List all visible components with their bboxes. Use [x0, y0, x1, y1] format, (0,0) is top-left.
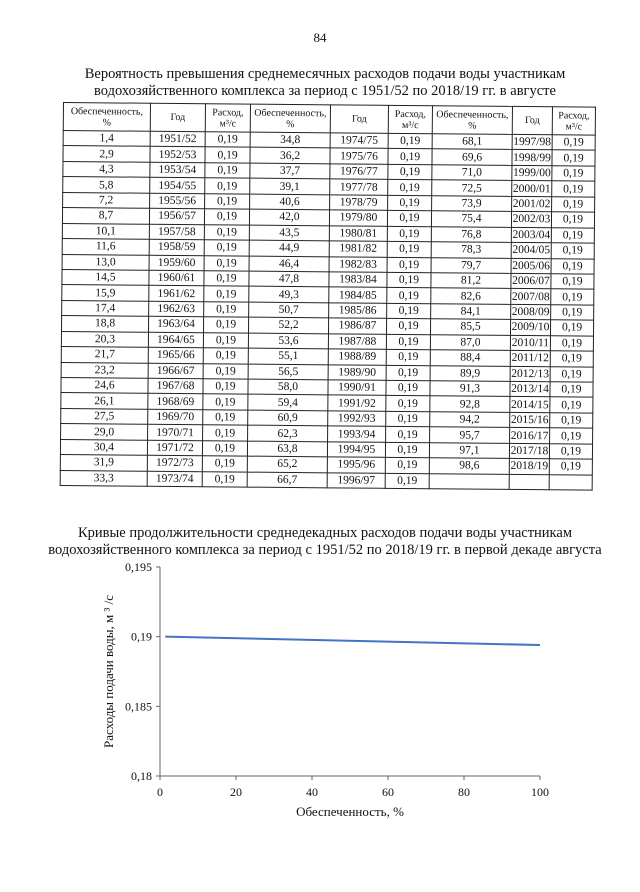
table-cell: 0,19: [386, 380, 430, 396]
table-cell: 0,19: [550, 320, 593, 336]
table-cell: 1958/59: [149, 239, 204, 255]
x-axis-label: Обеспеченность, %: [296, 804, 404, 819]
table-cell: 0,19: [205, 163, 250, 179]
table-cell: 0,19: [203, 348, 248, 364]
table-cell: 0,19: [387, 257, 431, 273]
table-cell: 2001/02: [512, 197, 551, 211]
table-cell: 0,19: [551, 289, 594, 305]
table-cell: 0,19: [387, 303, 431, 319]
table-cell: 0,19: [386, 349, 430, 365]
table-cell: 0,19: [388, 195, 432, 211]
table-cell: 0,19: [203, 410, 248, 426]
table-cell: 0,19: [204, 240, 249, 256]
table-cell: 91,3: [430, 381, 510, 397]
table-cell: 1978/79: [330, 195, 388, 211]
table-cell: 1963/64: [148, 317, 203, 333]
table-cell: 1957/58: [149, 224, 204, 240]
table-cell: 0,19: [387, 272, 431, 288]
table-cell: 0,19: [549, 459, 592, 475]
table-cell: 39,1: [250, 178, 330, 194]
column-header-line2: %: [468, 120, 477, 132]
table-cell: 66,7: [247, 472, 327, 488]
table-cell: 1997/98: [513, 136, 552, 149]
table-cell: 60,9: [248, 410, 328, 426]
table-cell: 0,19: [551, 258, 594, 274]
table-cell: 1981/82: [329, 241, 387, 257]
x-tick-label: 80: [458, 785, 470, 799]
table-cell: 0,19: [203, 363, 248, 379]
table-cell: 0,19: [552, 197, 595, 213]
table-cell: 73,9: [432, 195, 512, 211]
table-cell: 0,19: [550, 366, 593, 382]
table-cell: 1986/87: [328, 318, 386, 334]
table-cell: 81,2: [431, 273, 511, 289]
table-cell: 92,8: [430, 396, 510, 412]
table-cell: 0,19: [204, 271, 249, 287]
table-cell: 0,19: [204, 286, 249, 302]
table-cell: 0,19: [203, 425, 248, 441]
table-cell: 0,19: [386, 411, 430, 427]
table-cell: 0,19: [386, 427, 430, 443]
column-header-line1: Расход,: [558, 109, 590, 122]
table-cell: 1973/74: [147, 471, 202, 487]
table-cell: 85,5: [430, 319, 510, 335]
column-header-line1: Год: [524, 115, 540, 127]
table-cell: 40,6: [250, 194, 330, 210]
table-cell: 82,6: [431, 288, 511, 304]
table-cell: 1994/95: [327, 442, 385, 458]
table-cell: 1999/00: [512, 167, 551, 180]
table-cell: 55,1: [248, 348, 328, 364]
table-cell: 0,19: [204, 224, 249, 240]
column-header-line1: Обеспеченность,: [436, 108, 509, 121]
table-cell: 1982/83: [329, 256, 387, 272]
table-cell: 44,9: [249, 240, 329, 256]
column-header-line1: Год: [170, 111, 186, 124]
table-cell: 0,19: [387, 211, 431, 227]
column-header-line2: м³/с: [401, 119, 419, 131]
table-cell: 0,19: [385, 458, 429, 474]
table-cell: 36,2: [250, 148, 330, 164]
table-cell: 29,0: [61, 424, 148, 440]
table-cell: 0,19: [550, 428, 593, 444]
table-cell: 0,19: [386, 319, 430, 335]
table-cell: 1968/69: [148, 394, 203, 410]
table-cell: 0,19: [552, 150, 595, 166]
x-tick-label: 100: [531, 785, 549, 799]
table-cell: 33,3: [60, 470, 147, 486]
table-cell: 1975/76: [330, 148, 388, 164]
table-cell: 0,19: [551, 274, 594, 290]
table-cell: 1987/88: [328, 334, 386, 350]
table-cell: 62,3: [248, 425, 328, 441]
table-cell: 0,19: [203, 394, 248, 410]
table-cell: 1976/77: [330, 164, 388, 180]
table-cell: 1979/80: [329, 210, 387, 226]
table-cell: 1952/53: [150, 147, 205, 163]
column-header-line1: Расход,: [394, 108, 427, 120]
table-cell: 17,4: [62, 300, 149, 316]
table-cell: 0,19: [203, 332, 248, 348]
table-cell: 0,19: [387, 241, 431, 257]
table-cell: 53,6: [248, 333, 328, 349]
column-header-line2: %: [286, 118, 295, 130]
table-cell: 0,19: [203, 379, 248, 395]
table-cell: 0,19: [386, 396, 430, 412]
table-cell: 26,1: [61, 393, 148, 409]
table-cell: 24,6: [61, 377, 148, 393]
table-cell: 2014/15: [510, 398, 549, 411]
table-cell: 20,3: [61, 331, 148, 347]
table-cell: 78,3: [431, 242, 511, 258]
table-cell: 75,4: [431, 211, 511, 227]
table-cell: 97,1: [429, 442, 509, 458]
table-cell: 1970/71: [148, 425, 203, 441]
table-cell: 56,5: [248, 364, 328, 380]
table-cell: 23,2: [61, 362, 148, 378]
table-cell: 2017/18: [510, 444, 549, 458]
table-cell: 0,19: [552, 135, 595, 151]
table-cell: 0,19: [550, 382, 593, 398]
table-cell: 4,3: [63, 161, 150, 177]
table-cell: 1988/89: [328, 349, 386, 365]
table-cell: 2015/16: [510, 414, 549, 427]
table-cell: 1991/92: [328, 395, 386, 411]
table-cell: 89,9: [430, 365, 510, 381]
table-cell: 1972/73: [147, 455, 202, 471]
table-cell: 68,1: [432, 134, 512, 150]
y-axis-label: Расходы подачи воды, м ³ /с: [101, 594, 116, 749]
x-tick-label: 0: [157, 785, 163, 799]
table-cell: 0,19: [549, 444, 592, 460]
table-cell: 1964/65: [148, 332, 203, 348]
table-cell: 0,19: [388, 149, 432, 165]
table-cell: 1965/66: [148, 347, 203, 363]
table-cell: 1955/56: [150, 193, 205, 209]
y-tick-label: 0,19: [131, 629, 152, 644]
table-cell: 0,19: [202, 471, 247, 487]
table-cell: 0,19: [550, 351, 593, 367]
table-cell: 2000/01: [512, 182, 551, 195]
table-cell: 1996/97: [327, 472, 385, 488]
table-cell: 1,4: [63, 131, 150, 147]
table-cell: 2018/19: [510, 460, 549, 473]
table-cell: 2,9: [63, 146, 150, 162]
table-cell: 0,19: [551, 305, 594, 321]
table-cell: 0,19: [386, 334, 430, 350]
table-title-line2: водохозяйственного комплекса за период с 1951/52 по 2018/19 гг. в августе: [94, 83, 556, 99]
table-cell: 2012/13: [511, 367, 550, 381]
table-cell: 1953/54: [150, 162, 205, 178]
table-cell: 37,7: [250, 163, 330, 179]
table-cell: 1961/62: [149, 286, 204, 302]
table-title-line1: Вероятность превышения среднемесячных расходов подачи воды участникам: [84, 66, 566, 82]
table-cell: 0,19: [552, 166, 595, 182]
table-cell: 0,19: [550, 397, 593, 413]
table-cell: 0,19: [202, 440, 247, 456]
table-cell: 47,8: [249, 271, 329, 287]
table-cell: 34,8: [250, 132, 330, 148]
table-cell: 87,0: [430, 334, 510, 350]
table-cell: 1995/96: [327, 457, 385, 473]
table-cell: 1960/61: [149, 270, 204, 286]
table-cell: 0,19: [385, 442, 429, 458]
table-cell: 5,8: [63, 177, 150, 193]
table-cell: 0,19: [205, 132, 250, 148]
table-cell: 2007/08: [511, 290, 550, 303]
table-cell: 1956/57: [149, 208, 204, 224]
table-cell: 27,5: [61, 408, 148, 424]
table-cell: 65,2: [247, 456, 327, 472]
table-cell: 2008/09: [511, 305, 550, 319]
table-cell: 1989/90: [328, 364, 386, 380]
table-cell: 42,0: [249, 209, 329, 225]
table-cell: 46,4: [249, 256, 329, 272]
table-cell: 2005/06: [512, 259, 550, 272]
table-cell: 2003/04: [512, 228, 551, 242]
table-cell: 13,0: [62, 254, 149, 270]
table-cell: 1977/78: [330, 179, 388, 195]
table-cell: 0,19: [205, 178, 250, 194]
column-header-line2: м³/с: [565, 120, 583, 133]
table-cell: 1984/85: [329, 287, 387, 303]
table-cell: 1959/60: [149, 255, 204, 271]
table-cell: 0,19: [551, 243, 594, 259]
table-cell: 98,6: [429, 458, 509, 474]
x-tick-label: 40: [306, 785, 318, 799]
table-cell: 0,19: [550, 335, 593, 351]
table-cell: 58,0: [248, 379, 328, 395]
table-cell: 15,9: [62, 285, 149, 301]
table-cell: 11,6: [62, 239, 149, 255]
table-cell: 1951/52: [150, 131, 205, 147]
table-cell: 2002/03: [512, 213, 551, 226]
chart-title-line2: водохозяйственного комплекса за период с 1951/52 по 2018/19 гг. в первой декаде августа: [48, 542, 602, 558]
page-number: 84: [313, 30, 327, 45]
table-cell: 71,0: [432, 165, 512, 181]
table-cell: 0,19: [205, 193, 250, 209]
table-cell: 10,1: [62, 223, 149, 239]
table-cell: 0,19: [204, 255, 249, 271]
table-cell: 84,1: [431, 304, 511, 320]
table-cell: 0,19: [386, 365, 430, 381]
table-cell: 2009/10: [511, 321, 550, 334]
x-tick-label: 60: [382, 785, 394, 799]
table-cell: 1967/68: [148, 378, 203, 394]
y-tick-label: 0,195: [125, 560, 152, 574]
table-cell: 0,19: [388, 180, 432, 196]
table-cell: 0,19: [202, 456, 247, 472]
table-cell: 43,5: [249, 225, 329, 241]
table-cell: 1969/70: [148, 409, 203, 425]
table-cell: 2010/11: [511, 336, 550, 350]
table-cell: 1971/72: [147, 440, 202, 456]
table-cell: 0,19: [551, 227, 594, 243]
table-cell: 1990/91: [328, 380, 386, 396]
table-cell: 2011/12: [511, 352, 549, 365]
table-cell: 0,19: [204, 302, 249, 318]
table-cell: 0,19: [204, 209, 249, 225]
table-cell: 94,2: [430, 412, 510, 428]
table-cell: 88,4: [430, 350, 510, 366]
table-cell: 63,8: [247, 441, 327, 457]
table-cell: 2004/05: [512, 244, 551, 257]
table-cell: 0,19: [387, 226, 431, 242]
table-cell: 0,19: [550, 413, 593, 429]
table-cell: 52,2: [248, 317, 328, 333]
table-cell: 0,19: [552, 181, 595, 197]
table-cell: 7,2: [63, 192, 150, 208]
table-cell: 1962/63: [149, 301, 204, 317]
table-cell: 0,19: [387, 288, 431, 304]
table-cell: 14,5: [62, 269, 149, 285]
table-cell: 31,9: [60, 455, 147, 471]
y-tick-label: 0,185: [125, 699, 152, 714]
table-cell: 0,19: [385, 473, 429, 489]
x-tick-label: 20: [230, 785, 242, 799]
table-cell: 30,4: [60, 439, 147, 455]
table-cell: 72,5: [432, 180, 512, 196]
table-cell: 1966/67: [148, 363, 203, 379]
table-cell: 59,4: [248, 395, 328, 411]
y-tick-label: 0,18: [131, 769, 152, 783]
table-cell: 1954/55: [150, 178, 205, 194]
table-cell: 0,19: [205, 147, 250, 163]
table-cell: 1983/84: [329, 272, 387, 288]
table-cell: 1985/86: [329, 303, 387, 319]
table-cell: 2006/07: [512, 275, 550, 288]
table-cell: 0,19: [203, 317, 248, 333]
table-cell: 0,19: [551, 212, 594, 228]
table-cell: 79,7: [431, 257, 511, 273]
table-cell: 1992/93: [328, 411, 386, 427]
chart-title-line1: Кривые продолжительности среднедекадных расходов подачи воды участникам: [77, 525, 572, 541]
table-cell: 2013/14: [511, 383, 549, 396]
table-cell: 1993/94: [328, 426, 386, 442]
table-cell: 50,7: [249, 302, 329, 318]
table-cell: 8,7: [62, 208, 149, 224]
column-header-line1: Расход,: [212, 106, 244, 119]
table-cell: 0,19: [388, 164, 432, 180]
column-header-line1: Обеспеченность,: [254, 107, 327, 119]
table-cell: 1974/75: [330, 133, 388, 149]
column-header-line1: Год: [351, 113, 367, 125]
series-line: [165, 637, 540, 645]
table-cell: 0,19: [388, 133, 432, 149]
table-cell: 76,8: [431, 226, 511, 242]
column-header-line1: Обеспеченность,: [70, 105, 144, 118]
column-header-line2: %: [102, 116, 112, 128]
table-cell: 21,7: [61, 347, 148, 363]
table-cell: 95,7: [430, 427, 510, 443]
table-cell: 1980/81: [329, 225, 387, 241]
column-header-line2: м³/с: [219, 117, 237, 130]
table-cell: 18,8: [61, 316, 148, 332]
table-cell: 1998/99: [513, 151, 551, 164]
table-cell: 2016/17: [510, 429, 549, 442]
table-cell: 49,3: [249, 287, 329, 303]
table-cell: 69,6: [432, 149, 512, 165]
